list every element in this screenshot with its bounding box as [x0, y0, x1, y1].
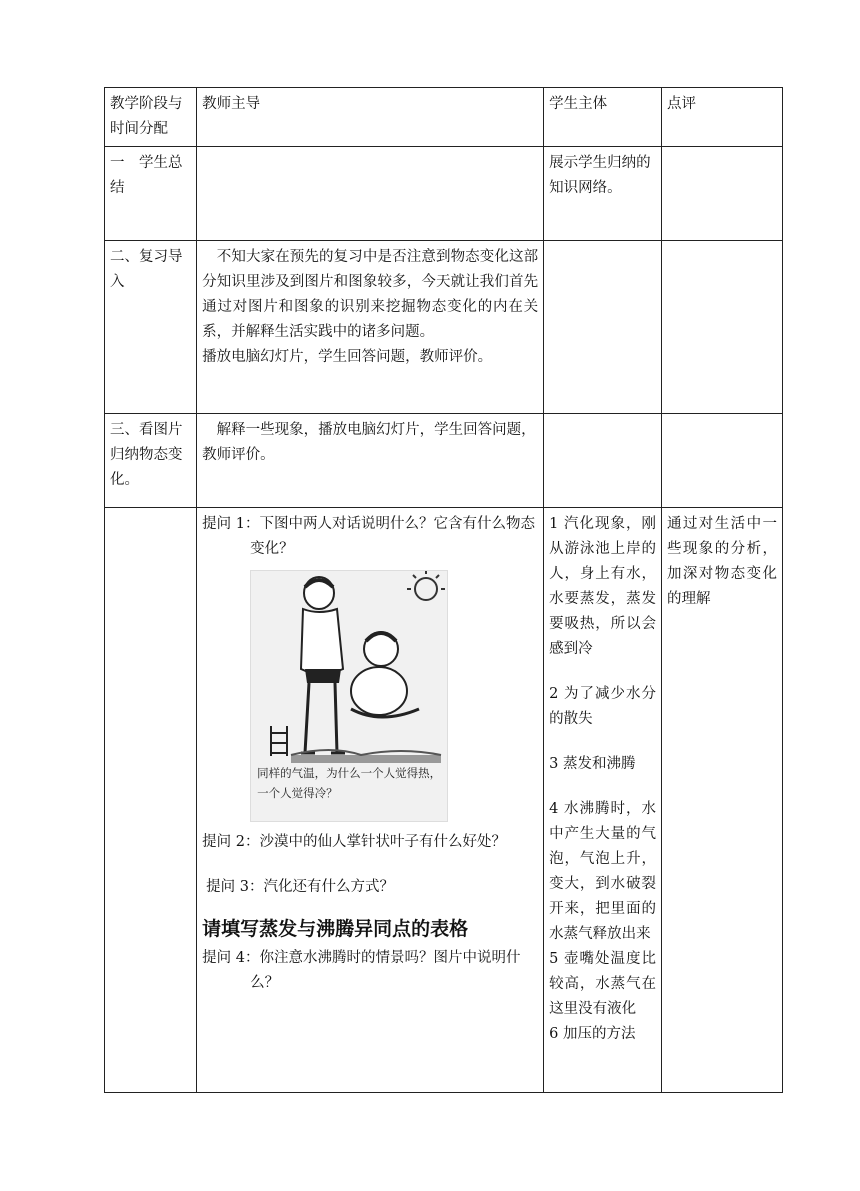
- answer-2: 2 为了减少水分的散失: [549, 686, 656, 727]
- answer-1: 1 汽化现象，刚从游泳池上岸的人，身上有水，水要蒸发，蒸发要吸热，所以会感到冷: [549, 516, 656, 657]
- header-stage: 教学阶段与时间分配: [105, 88, 197, 147]
- student-cell: [544, 508, 662, 1093]
- question-3: 提问 3：汽化还有什么方式？: [206, 879, 394, 895]
- table-row: [105, 414, 783, 508]
- figure-caption: 同样的气温，为什么一个人觉得热，一个人觉得冷？: [257, 766, 442, 800]
- teacher-paragraph: 不知大家在预先的复习中是否注意到物态变化这部分知识里涉及到图片和图象较多，今天就让我们首先通过对图片和图象的识别来挖掘物态变化的内在关系，并解释生活实践中的诸多问题。: [202, 249, 539, 340]
- teacher-cell: [197, 241, 544, 414]
- student-cell: 展示学生归纳的知识网络。: [544, 147, 662, 241]
- teacher-paragraph: 播放电脑幻灯片，学生回答问题，教师评价。: [202, 349, 493, 365]
- stage-cell: [105, 508, 197, 1093]
- table-task-heading: 请填写蒸发与沸腾异同点的表格: [202, 918, 469, 940]
- header-student: 学生主体: [544, 88, 662, 147]
- student-cell: [544, 414, 662, 508]
- table-row: [105, 241, 783, 414]
- header-comment: 点评: [661, 88, 782, 147]
- question-1: 提问 1：下图中两人对话说明什么？它含有什么物态变化？: [202, 516, 535, 557]
- stage-cell: 二、复习导入: [105, 241, 197, 414]
- table-row: [105, 147, 783, 241]
- comment-cell: [661, 241, 782, 414]
- teacher-cell: [197, 147, 544, 241]
- stage-cell: 三、看图片归纳物态变化。: [105, 414, 197, 508]
- comment-cell: 通过对生活中一些现象的分析，加深对物态变化的理解: [661, 508, 782, 1093]
- question-4: 提问 4：你注意水沸腾时的情景吗？图片中说明什么？: [202, 950, 521, 991]
- answer-4: 4 水沸腾时，水中产生大量的气泡，气泡上升，变大，到水破裂开来，把里面的水蒸气释放出来: [549, 801, 656, 942]
- answer-6: 6 加压的方法: [549, 1026, 636, 1042]
- question-2: 提问 2：沙漠中的仙人掌针状叶子有什么好处？: [202, 834, 506, 850]
- answer-3: 3 蒸发和沸腾: [549, 756, 636, 772]
- header-teacher: 教师主导: [197, 88, 544, 147]
- comment-cell: [661, 147, 782, 241]
- header-row: [105, 88, 783, 147]
- teacher-cell: [197, 508, 544, 1093]
- teacher-cell: 解释一些现象，播放电脑幻灯片，学生回答问题，教师评价。: [197, 414, 544, 508]
- lesson-plan-table: [104, 87, 783, 1093]
- comment-cell: [661, 414, 782, 508]
- swimming-pool-illustration: [250, 570, 448, 822]
- table-row: [105, 508, 783, 1093]
- answer-5: 5 壶嘴处温度比较高，水蒸气在这里没有液化: [549, 951, 656, 1017]
- stage-cell: 一 学生总结: [105, 147, 197, 241]
- student-cell: [544, 241, 662, 414]
